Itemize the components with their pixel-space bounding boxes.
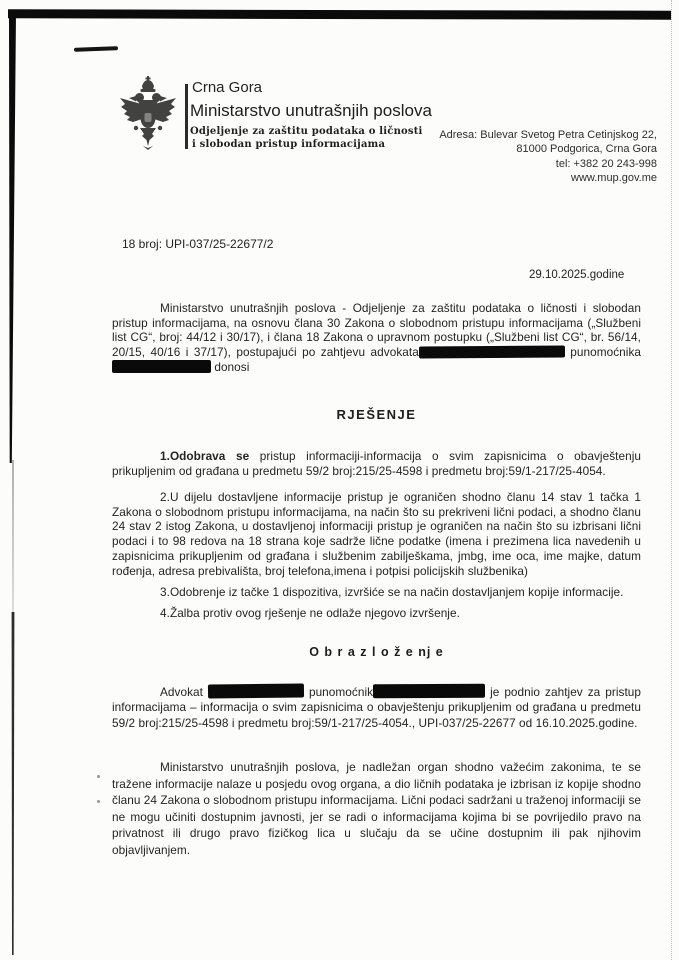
dispositive-item-1 [112, 449, 641, 478]
scan-artifact-dot [97, 800, 100, 803]
dispositive-item-1-lead: 1.Odobrava se [160, 449, 250, 463]
letterhead-address-block [357, 128, 657, 186]
redaction-bar [112, 360, 211, 373]
scan-artifact-top-bar [8, 9, 671, 19]
decision-title: RJEŠENJE [336, 407, 417, 422]
document-reference-number: 18 broj: UPI-037/25-22677/2 [122, 237, 274, 251]
letterhead-department-line1: Odjeljenje za zaštitu podataka o ličnosti [190, 126, 423, 137]
dispositive-item-1-text: pristup informaciji-informacija o svim zapisnicima o obavještenju prikupljenim od građana u predmetu 59/2 broj:215/25-4598 i predmetu broj:59/1-217/25-4054. [112, 449, 641, 478]
dispositive-item-3: 3.Odobrenje iz tačke 1 dispozitiva, izvršiće se na način dostavljanjem kopije informacije. [160, 585, 624, 599]
scan-artifact-left-edge-mid [12, 460, 14, 615]
explanation-title: O b r a z l o ž e nj e [309, 645, 444, 659]
intro-text-between-redactions: punomoćnika [570, 345, 642, 360]
explanation-paragraph-2: Ministarstvo unutrašnjih poslova, je nadležan organ shodno važećim zakonima, te se tražene informacije nalaze u posjedu ovog organa, a dio ličnih podataka je izbrisan iz kopije shodno članu 24 Zakona o slobodnom pristupu informacijama. Lični podaci sadržani u traženoj informaciji se ne mogu učiniti dostupnim javnosti, jer se radi o informacijama kojima bi se povrijedilo pravo na privatnost ili drugo pravo fizičkog lica u slučaju da se učine dostupnim ili pak njihovim objavljivanjem. [112, 760, 641, 857]
dispositive-item-2: 2.U dijelu dostavljene informacije pristup je ograničen shodno članu 14 stav 1 tačka 1 Zakona o slobodnom pristupu informacijama, na način što su prekriveni lični podaci, a shodno članu 24 stav 2 istog Zakona, u dostavljenoj informaciji pristup je ograničen na način što su izbrisani lični podaci i to 98 redova na 18 strana koje sadrže lične podatke (imena i prezimena lica navedenih u zapisnicima prikupljenim od građana i službenim zabilješkama, jmbg, ime oca, ime majke, datum rođenja, adresa prebivališta, broj telefona,imena i potpisi policijskih službenika) [112, 490, 641, 578]
scan-artifact-left-edge-lower [11, 612, 15, 955]
montenegro-coat-of-arms-icon [115, 76, 181, 154]
intro-paragraph [112, 301, 641, 375]
letterhead-divider [185, 84, 188, 149]
address-line: Adresa: Bulevar Svetog Petra Cetinjskog 22, [439, 129, 657, 141]
intro-text-after-redaction: donosi [214, 359, 250, 374]
redaction-bar [373, 684, 485, 699]
address-website: www.mup.gov.me [571, 172, 657, 185]
intro-text-before-redaction: Ministarstvo unutrašnjih poslova - Odjeljenje za zaštitu podataka o ličnosti i slobodan pristup informacijama, na osnovu člana 30 Zakona o slobodnom pristupu informacijama („Službeni list CG“, broj: 44/12 i 30/17), i člana 18 Zakona o upravnom postupku („Službeni list CG“, br. 56/14, 20/15, 40/16 i 37/17), postupajući po zahtjevu advokata [112, 301, 641, 360]
scan-artifact-dash-mark [74, 46, 118, 52]
letterhead-ministry: Ministarstvo unutrašnjih poslova [190, 101, 432, 120]
scan-artifact-dot [97, 775, 100, 778]
letterhead-country: Crna Gora [192, 79, 263, 96]
redaction-bar [419, 346, 565, 359]
letterhead-department-line2: i slobodan pristup informacijama [192, 139, 386, 150]
document-date: 29.10.2025.godine [529, 269, 625, 281]
address-line: 81000 Podgorica, Crna Gora [516, 143, 657, 156]
dispositive-item-4: 4.Žalba protiv ovog rješenje ne odlaže njegovo izvršenje. [160, 606, 460, 620]
explanation-p1-mid: punomoćnik [308, 685, 374, 699]
address-line: tel: +382 20 243-998 [555, 157, 657, 170]
scan-artifact-left-edge-upper [9, 13, 16, 463]
explanation-p1-start: Advokat [160, 685, 203, 699]
redaction-bar [208, 683, 304, 698]
scan-artifact-right-edge [671, 0, 672, 960]
explanation-paragraph-1 [112, 684, 641, 731]
explanation-p1-end: je podnio zahtjev za pristup informacijama – informacija o svim zapisnicima o obavještenju prikupljenim od građana u predmetu 59/2 broj:215/25-4598 i predmetu broj:59/1-217/25-4054., UPI-037/25-22677 od 16.10.2025.godine. [112, 685, 642, 730]
